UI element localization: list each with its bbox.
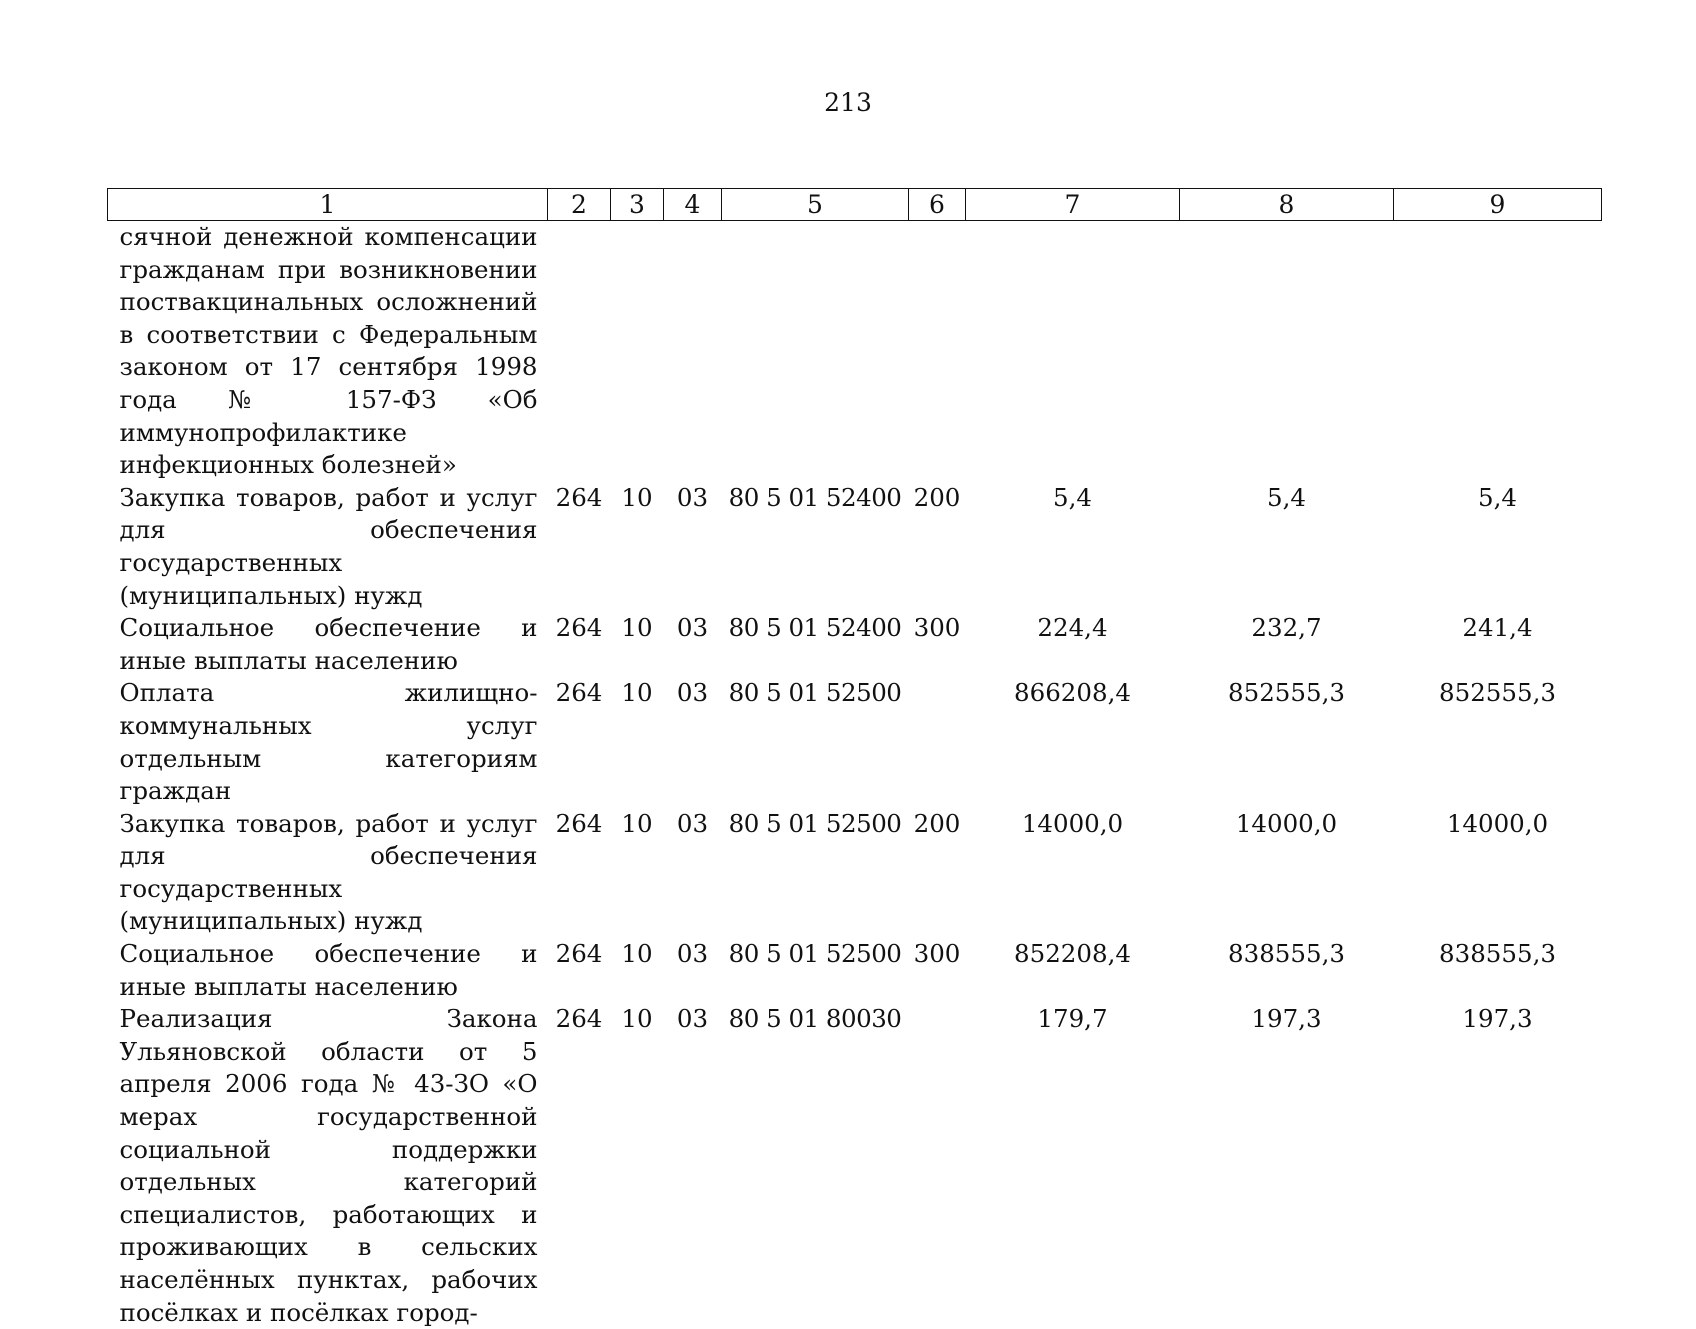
ministry-code: 264 [555, 613, 603, 643]
table-row [108, 482, 1602, 612]
column-number-header [108, 189, 1602, 221]
section-code: 10 [621, 482, 653, 512]
column-header: 6 [909, 189, 966, 221]
section-code: 10 [621, 808, 653, 838]
amount-col-8: 232,7 [1251, 613, 1322, 643]
table-row [108, 612, 1602, 677]
section-code: 10 [621, 939, 653, 969]
item-name: Социальное обеспечение и иные выплаты населению [119, 613, 538, 675]
column-header: 2 [548, 189, 611, 221]
expense-type-code: 200 [913, 482, 961, 512]
column-header: 8 [1180, 189, 1394, 221]
section-code: 10 [621, 613, 653, 643]
amount-col-8: 838555,3 [1228, 939, 1345, 969]
expense-type-code: 200 [913, 808, 961, 838]
ministry-code [548, 221, 611, 482]
amount-col-9: 838555,3 [1439, 939, 1556, 969]
amount-col-7: 852208,4 [1014, 939, 1131, 969]
amount-col-9: 5,4 [1478, 482, 1517, 512]
ministry-code: 264 [555, 1004, 603, 1034]
amount-col-8: 5,4 [1267, 482, 1306, 512]
amount-col-8: 852555,3 [1228, 678, 1345, 708]
target-article-code: 80 5 01 52500 [728, 808, 902, 838]
table-row [108, 1003, 1602, 1329]
budget-table [107, 188, 1602, 1329]
target-article-code: 80 5 01 52500 [728, 939, 902, 969]
section-code: 10 [621, 1004, 653, 1034]
item-name: Социальное обеспечение и иные выплаты населению [119, 939, 538, 1001]
expense-type-code [909, 677, 966, 807]
ministry-code: 264 [555, 939, 603, 969]
item-name: Закупка товаров, работ и услуг для обеспечения государственных (муниципальных) нужд [119, 808, 538, 936]
amount-col-8: 197,3 [1251, 1004, 1322, 1034]
amount-col-9 [1394, 221, 1602, 482]
item-name: Реализация Закона Ульяновской области от 5 апреля 2006 года № 43-ЗО «О мерах государственной социальной поддержки отдельных категорий специалистов, работающих и проживающих в сельских населённых пунктах, рабочих посёлках и посёлках город- [119, 1004, 538, 1327]
target-article-code: 80 5 01 80030 [728, 1004, 902, 1034]
ministry-code: 264 [555, 678, 603, 708]
amount-col-7 [966, 221, 1180, 482]
column-header: 1 [108, 189, 548, 221]
amount-col-8: 14000,0 [1235, 808, 1338, 838]
column-header: 7 [966, 189, 1180, 221]
column-header: 9 [1394, 189, 1602, 221]
amount-col-7: 224,4 [1037, 613, 1108, 643]
ministry-code: 264 [555, 482, 603, 512]
subsection-code: 03 [676, 678, 709, 708]
expense-type-code [909, 1003, 966, 1329]
subsection-code: 03 [676, 939, 709, 969]
amount-col-9: 14000,0 [1446, 808, 1549, 838]
item-name: Оплата жилищно-коммунальных услуг отдельным категориям граждан [119, 678, 538, 806]
amount-col-9: 852555,3 [1439, 678, 1556, 708]
amount-col-7: 5,4 [1053, 482, 1092, 512]
table-row [108, 808, 1602, 938]
target-article-code [722, 221, 909, 482]
subsection-code: 03 [676, 482, 709, 512]
column-header: 5 [722, 189, 909, 221]
amount-col-7: 179,7 [1037, 1004, 1108, 1034]
expense-type-code: 300 [913, 613, 961, 643]
table-row [108, 677, 1602, 807]
column-header: 4 [664, 189, 722, 221]
column-header: 3 [611, 189, 664, 221]
amount-col-9: 197,3 [1462, 1004, 1533, 1034]
subsection-code: 03 [676, 613, 709, 643]
amount-col-7: 866208,4 [1014, 678, 1131, 708]
section-code [611, 221, 664, 482]
subsection-code: 03 [676, 1004, 709, 1034]
table-row [108, 938, 1602, 1003]
target-article-code: 80 5 01 52500 [728, 678, 902, 708]
ministry-code: 264 [555, 808, 603, 838]
table-row [108, 221, 1602, 482]
amount-col-8 [1180, 221, 1394, 482]
section-code: 10 [621, 678, 653, 708]
expense-type-code [909, 221, 966, 482]
expense-type-code: 300 [913, 939, 961, 969]
subsection-code: 03 [676, 808, 709, 838]
target-article-code: 80 5 01 52400 [728, 482, 902, 512]
amount-col-9: 241,4 [1462, 613, 1533, 643]
page-number: 213 [824, 88, 872, 117]
amount-col-7: 14000,0 [1021, 808, 1124, 838]
item-name: Закупка товаров, работ и услуг для обеспечения государственных (муниципальных) нужд [119, 482, 538, 610]
target-article-code: 80 5 01 52400 [728, 613, 902, 643]
subsection-code [664, 221, 722, 482]
item-name: сячной денежной компенсации гражданам при возникновении поствакцинальных осложнений в соответствии с Федеральным законом от 17 сентября 1998 года № 157-ФЗ «Об иммунопрофилактике инфекционных болезней» [119, 222, 538, 480]
